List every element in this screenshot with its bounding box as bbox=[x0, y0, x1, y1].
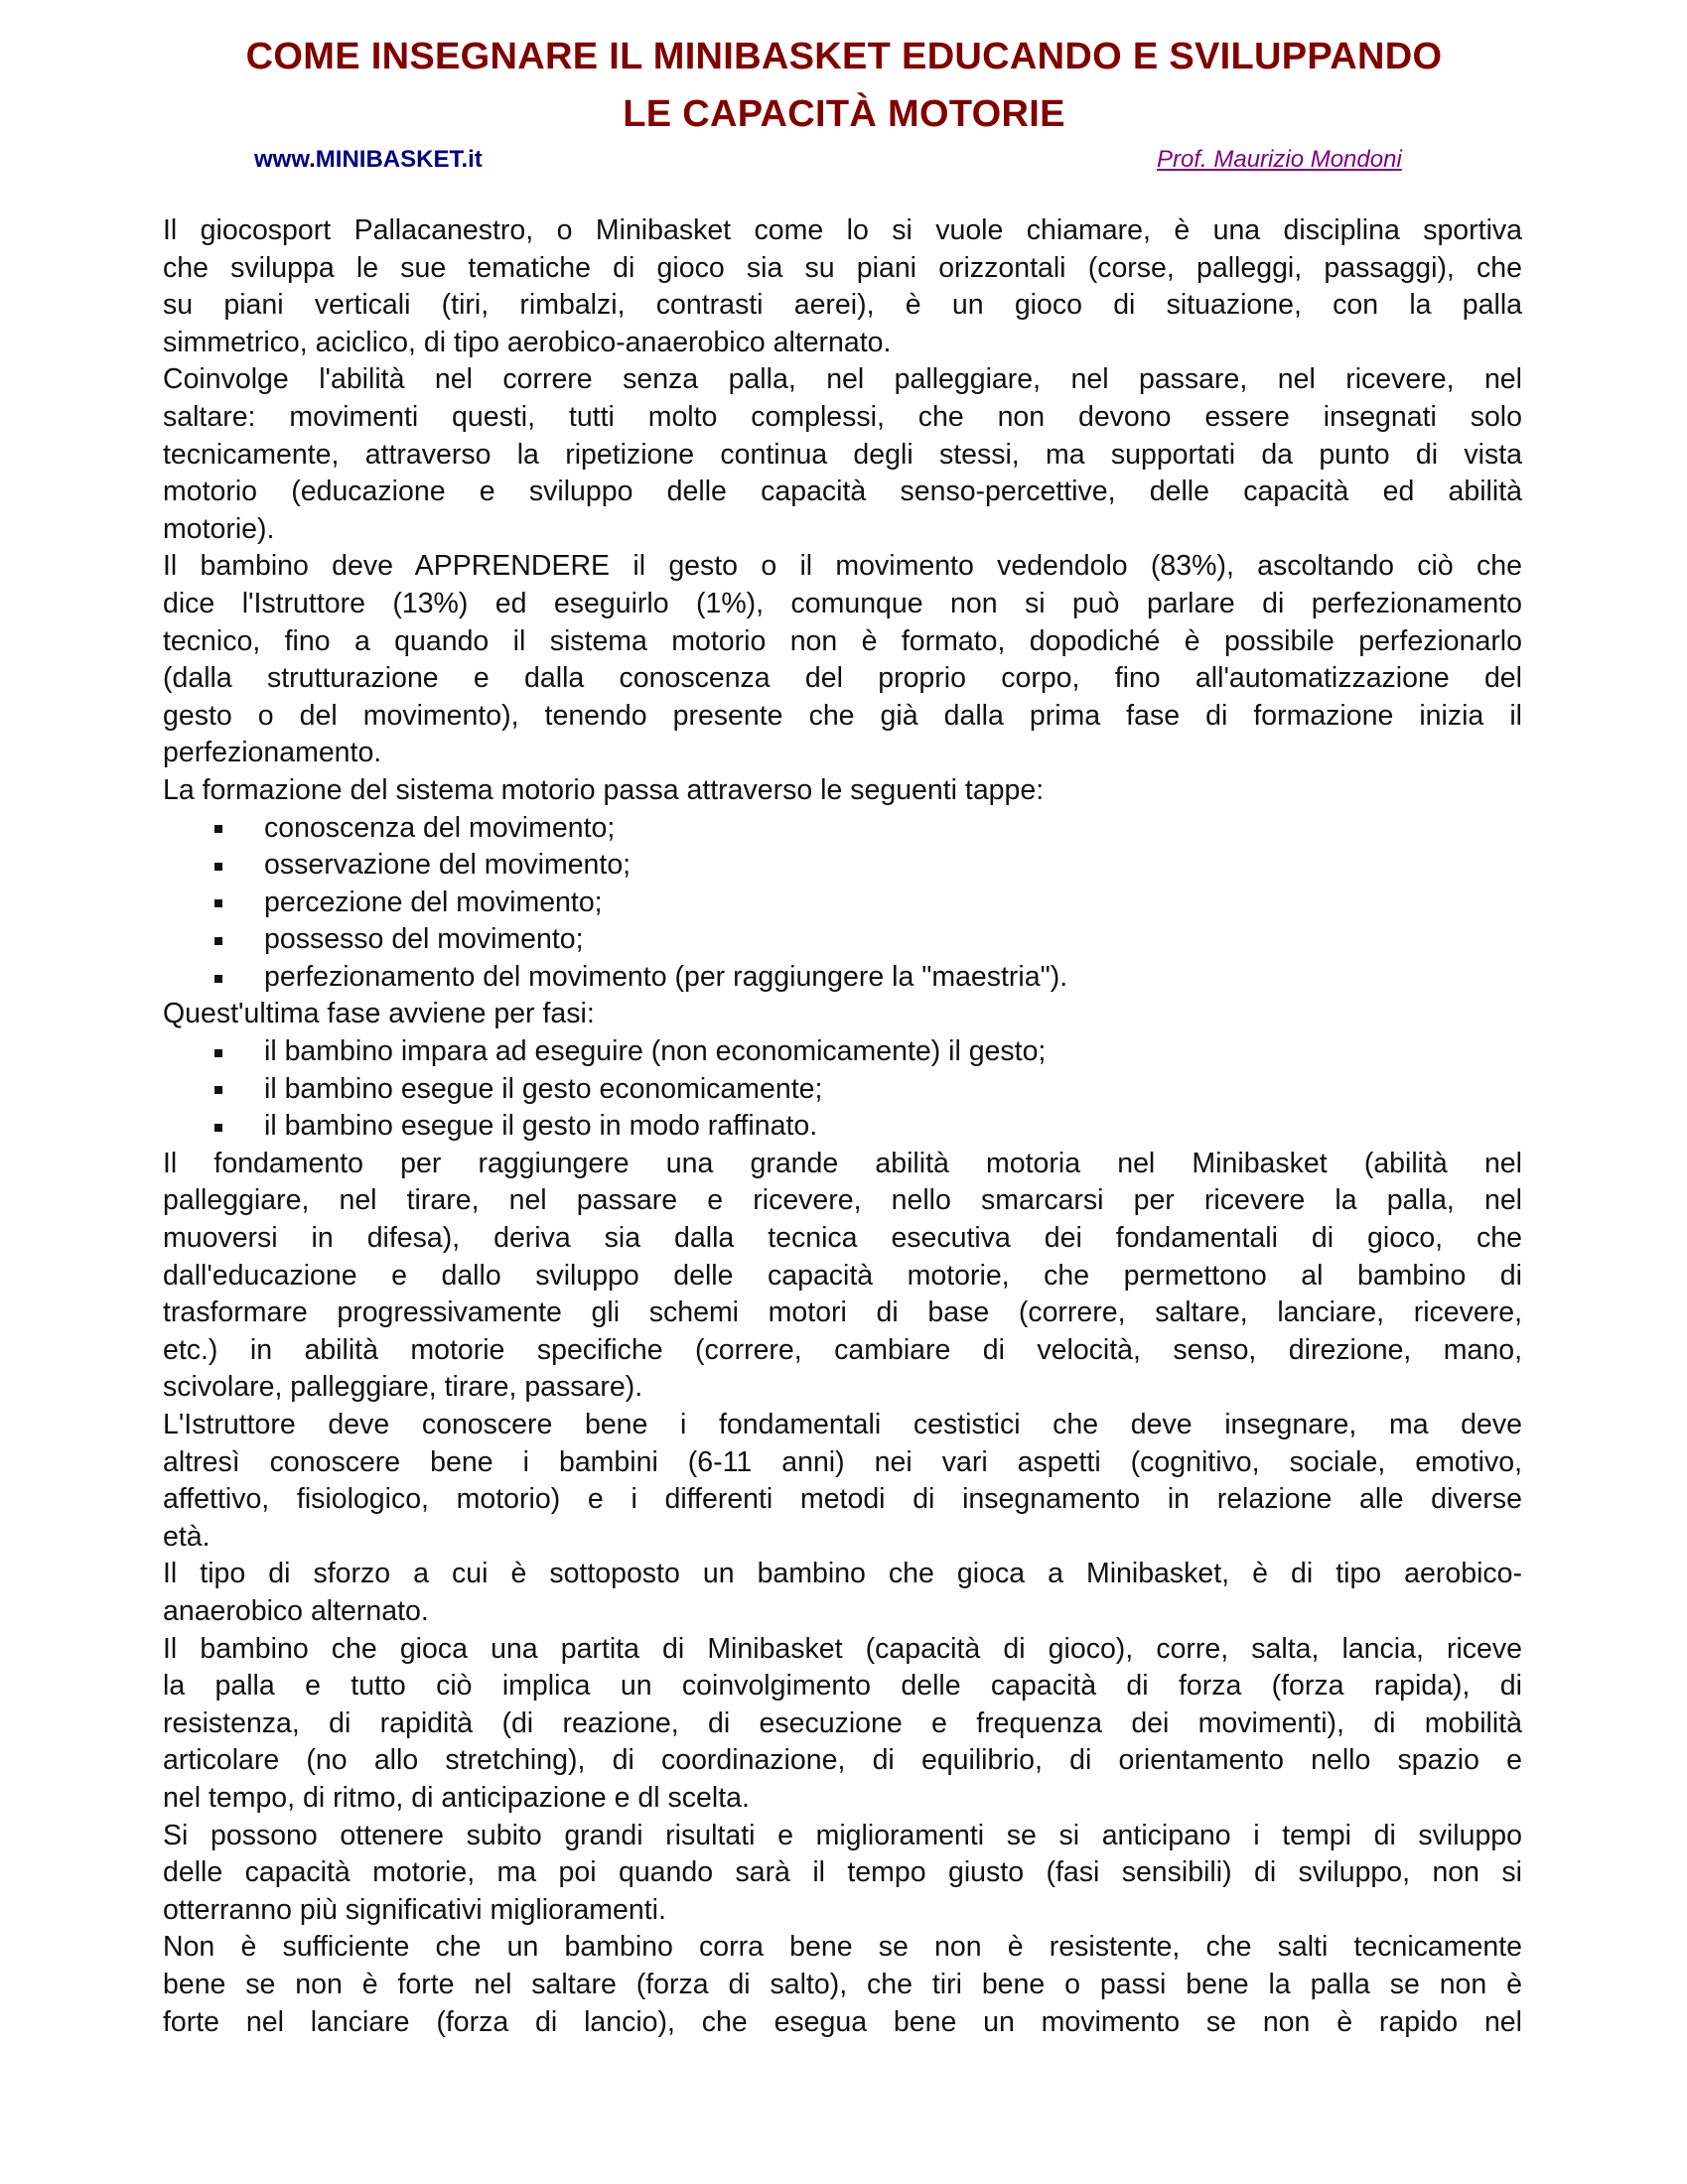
text-line: altresì conoscere bene i bambini (6-11 anni) nei vari aspetti (cognitivo, sociale, emotivo, bbox=[163, 1445, 1522, 1478]
text-line: etc.) in abilità motorie specifiche (correre, cambiare di velocità, senso, direzione, mano, bbox=[163, 1333, 1522, 1366]
text-line: Il bambino che gioca una partita di Minibasket (capacità di gioco), corre, salta, lancia, riceve bbox=[163, 1632, 1522, 1665]
text-line: trasformare progressivamente gli schemi motori di base (correre, saltare, lanciare, ricevere, bbox=[163, 1297, 1522, 1329]
square-bullet-icon bbox=[214, 1124, 222, 1132]
text-line: dall'educazione e dallo sviluppo delle capacità motorie, che permettono al bambino di bbox=[163, 1259, 1522, 1292]
text-line: (dalla strutturazione e dalla conoscenza del proprio corpo, fino all'automatizzazione del bbox=[163, 662, 1522, 695]
paragraph-learning bbox=[163, 548, 1522, 772]
list-item-text: il bambino esegue il gesto economicamente; bbox=[264, 1072, 823, 1105]
tappe-list bbox=[163, 810, 1522, 997]
text-line: gesto o del movimento), tenendo presente che già dalla prima fase di formazione inizia il bbox=[163, 699, 1522, 732]
square-bullet-icon bbox=[214, 1086, 222, 1094]
square-bullet-icon bbox=[214, 863, 222, 871]
fasi-intro: Quest'ultima fase avviene per fasi: bbox=[163, 998, 595, 1030]
text-line: affettivo, fisiologico, motorio) e i differenti metodi di insegnamento in relazione alle diverse bbox=[163, 1483, 1522, 1516]
fasi-list bbox=[163, 1033, 1522, 1146]
text-line: delle capacità motorie, ma poi quando sarà il tempo giusto (fasi sensibili) di sviluppo, non si bbox=[163, 1856, 1522, 1889]
list-item bbox=[163, 959, 1522, 997]
text-line: motorie). bbox=[163, 512, 275, 545]
text-line: anaerobico alternato. bbox=[163, 1594, 429, 1627]
text-line: Non è sufficiente che un bambino corra bene se non è resistente, che salti tecnicamente bbox=[163, 1931, 1522, 1964]
paragraph-instructor bbox=[163, 1407, 1522, 1556]
paragraph-abilities bbox=[163, 361, 1522, 548]
page-title-line-2: LE CAPACITÀ MOTORIE bbox=[623, 93, 1065, 135]
text-line: dice l'Istruttore (13%) ed eseguirlo (1%), comunque non si può parlare di perfezionamento bbox=[163, 587, 1522, 619]
text-line: resistenza, di rapidità (di reazione, di esecuzione e frequenza dei movimenti), di mobilità bbox=[163, 1706, 1522, 1739]
paragraph-intro bbox=[163, 212, 1522, 361]
text-line: Il bambino deve APPRENDERE il gesto o il movimento vedendolo (83%), ascoltando ciò che bbox=[163, 550, 1522, 583]
list-item bbox=[163, 810, 1522, 848]
list-item-text: conoscenza del movimento; bbox=[264, 811, 616, 844]
text-line: forte nel lanciare (forza di lancio), che esegua bene un movimento se non è rapido nel bbox=[163, 2005, 1522, 2038]
paragraph-anticipation bbox=[163, 1818, 1522, 1930]
square-bullet-icon bbox=[214, 1049, 222, 1057]
page-title-line-1: COME INSEGNARE IL MINIBASKET EDUCANDO E SVILUPPANDO bbox=[245, 36, 1443, 77]
square-bullet-icon bbox=[214, 825, 222, 833]
paragraph-foundation bbox=[163, 1146, 1522, 1407]
text-line: muoversi in difesa), deriva sia dalla tecnica esecutiva dei fondamentali di gioco, che bbox=[163, 1222, 1522, 1255]
list-item bbox=[163, 1033, 1522, 1071]
tappe-intro: La formazione del sistema motorio passa attraverso le seguenti tappe: bbox=[163, 773, 1045, 806]
text-line: tecnico, fino a quando il sistema motorio non è formato, dopodiché è possibile perfezionarlo bbox=[163, 624, 1522, 657]
square-bullet-icon bbox=[214, 899, 222, 907]
paragraph-sufficiency bbox=[163, 1929, 1522, 2041]
text-line: Si possono ottenere subito grandi risultati e miglioramenti se si anticipano i tempi di sviluppo bbox=[163, 1819, 1522, 1851]
article-body bbox=[163, 212, 1522, 2041]
text-line: bene se non è forte nel saltare (forza di salto), che tiri bene o passi bene la palla se non è bbox=[163, 1968, 1522, 2000]
list-item-text: percezione del movimento; bbox=[264, 886, 603, 918]
list-item-text: possesso del movimento; bbox=[264, 923, 584, 956]
text-line: Il tipo di sforzo a cui è sottoposto un bambino che gioca a Minibasket, è di tipo aerobico- bbox=[163, 1558, 1522, 1590]
text-line: la palla e tutto ciò implica un coinvolgimento delle capacità di forza (forza rapida), di bbox=[163, 1670, 1522, 1703]
page-title bbox=[149, 28, 1539, 143]
text-line: tecnicamente, attraverso la ripetizione continua degli stessi, ma supportati da punto di vista bbox=[163, 438, 1522, 471]
list-item bbox=[163, 847, 1522, 885]
text-line: perfezionamento. bbox=[163, 737, 382, 769]
text-line: motorio (educazione e sviluppo delle capacità senso-percettive, delle capacità ed abilità bbox=[163, 476, 1522, 508]
text-line: saltare: movimenti questi, tutti molto complessi, che non devono essere insegnati solo bbox=[163, 400, 1522, 433]
square-bullet-icon bbox=[214, 975, 222, 983]
author-link[interactable]: Prof. Maurizio Mondoni bbox=[1157, 146, 1402, 173]
list-item-text: osservazione del movimento; bbox=[264, 849, 632, 882]
site-link[interactable]: www.MINIBASKET.it bbox=[254, 146, 483, 173]
text-line: palleggiare, nel tirare, nel passare e ricevere, nello smarcarsi per ricevere la palla, nel bbox=[163, 1184, 1522, 1217]
list-item-text: il bambino esegue il gesto in modo raffinato. bbox=[264, 1110, 818, 1143]
text-line: nel tempo, di ritmo, di anticipazione e dl scelta. bbox=[163, 1781, 750, 1814]
text-line: Il fondamento per raggiungere una grande abilità motoria nel Minibasket (abilità nel bbox=[163, 1147, 1522, 1179]
text-line: su piani verticali (tiri, rimbalzi, contrasti aerei), è un gioco di situazione, con la palla bbox=[163, 289, 1522, 322]
list-item bbox=[163, 921, 1522, 959]
text-line: simmetrico, aciclico, di tipo aerobico-anaerobico alternato. bbox=[163, 326, 892, 358]
list-item-text: perfezionamento del movimento (per raggiungere la "maestria"). bbox=[264, 960, 1068, 993]
text-line: otterranno più significativi miglioramenti. bbox=[163, 1893, 666, 1926]
square-bullet-icon bbox=[214, 937, 222, 945]
text-line: scivolare, palleggiare, tirare, passare). bbox=[163, 1371, 643, 1404]
paragraph-effort bbox=[163, 1556, 1522, 1630]
list-item bbox=[163, 1108, 1522, 1146]
text-line: Coinvolge l'abilità nel correre senza palla, nel palleggiare, nel passare, nel ricevere, nel bbox=[163, 363, 1522, 396]
text-line: età. bbox=[163, 1520, 211, 1553]
list-item-text: il bambino impara ad eseguire (non economicamente) il gesto; bbox=[264, 1035, 1047, 1068]
list-item bbox=[163, 1071, 1522, 1109]
text-line: L'Istruttore deve conoscere bene i fondamentali cestistici che deve insegnare, ma deve bbox=[163, 1409, 1522, 1440]
text-line: articolare (no allo stretching), di coordinazione, di equilibrio, di orientamento nello spazio e bbox=[163, 1744, 1522, 1777]
text-line: che sviluppa le sue tematiche di gioco sia su piani orizzontali (corse, palleggi, passaggi), che bbox=[163, 251, 1522, 284]
paragraph-game-capacities bbox=[163, 1631, 1522, 1818]
text-line: Il giocosport Pallacanestro, o Minibasket come lo si vuole chiamare, è una disciplina sportiva bbox=[163, 214, 1522, 246]
list-item bbox=[163, 885, 1522, 922]
